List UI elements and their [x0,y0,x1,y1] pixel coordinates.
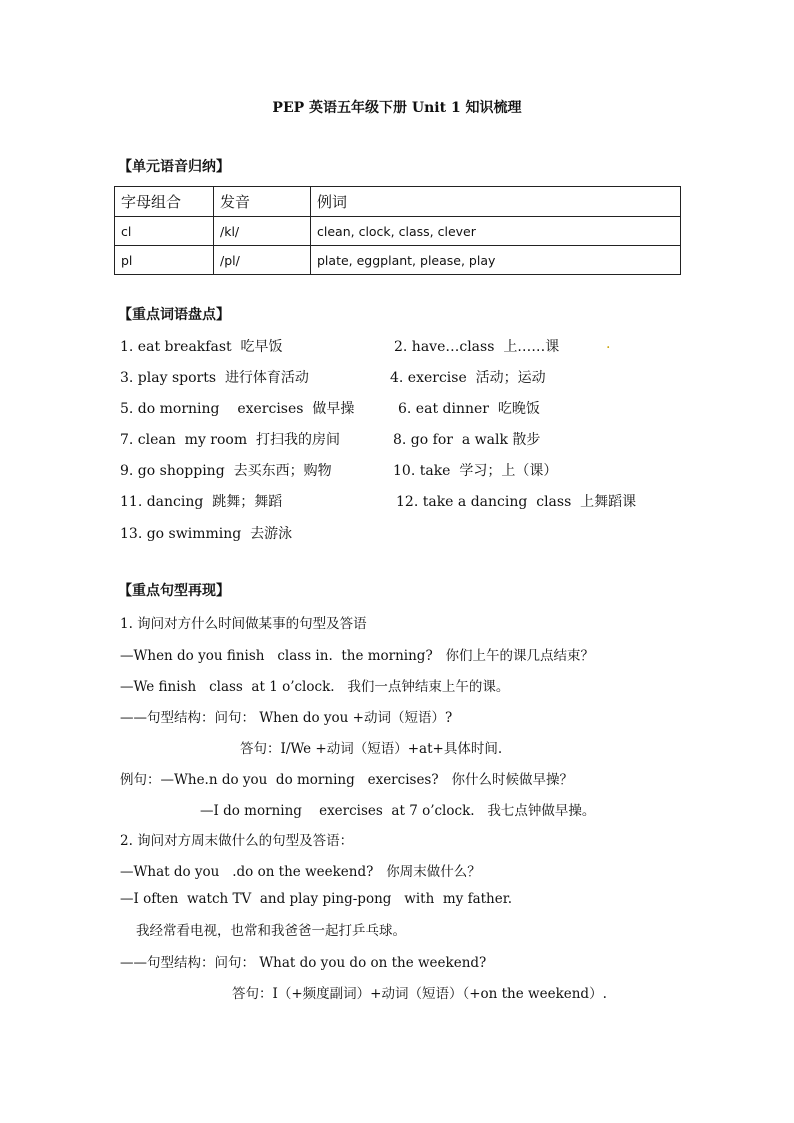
sentence-section-heading: 【重点句型再现】 [118,583,230,599]
sentence-subheading: 2. 询问对方周末做什么的句型及答语： [120,833,354,849]
phonics-section-heading: 【单元语音归纳】 [118,159,230,175]
sentence-line: —What do you .do on the weekend? 你周末做什么？ [120,864,481,880]
vocab-item: 8. go for a walk 散步 [393,432,541,448]
example-line: —I do morning exercises at 7 o’clock. 我七点钟做早操。 [200,803,596,819]
stray-dot: . [606,336,611,352]
cell-pronunciation: /kl/ [214,217,311,246]
sentence-line: —We finish class at 1 o’clock. 我们一点钟结束上午的课。 [120,679,510,695]
sentence-subheading: 1. 询问对方什么时间做某事的句型及答语 [120,616,367,632]
table-row [115,217,681,246]
header-example-words: 例词 [311,187,681,217]
vocab-item: 4. exercise 活动；运动 [390,370,546,386]
vocab-item: 11. dancing 跳舞；舞蹈 [120,494,283,510]
sentence-structure-answer: 答句：I（+频度副词）+动词（短语）（+on the weekend）. [232,986,607,1002]
table-row [115,246,681,275]
sentence-structure-answer: 答句：I/We +动词（短语）+at+具体时间. [240,741,503,757]
example-line: 例句：—Whe.n do you do morning exercises? 你什么时候做早操？ [120,772,573,788]
vocab-item: 2. have…class 上……课 [394,339,560,355]
cell-letter-combo: pl [115,246,214,275]
vocab-item: 1. eat breakfast 吃早饭 [120,339,283,355]
vocab-item: 12. take a dancing class 上舞蹈课 [396,494,637,510]
vocab-item: 7. clean my room 打扫我的房间 [120,432,341,448]
sentence-line: —I often watch TV and play ping-pong with my father. [120,891,513,907]
vocabulary-section-heading: 【重点词语盘点】 [118,307,230,323]
sentence-line: —When do you finish class in. the morning? 你们上午的课几点结束？ [120,648,595,664]
sentence-translation: 我经常看电视，也常和我爸爸一起打乒乓球。 [136,923,406,939]
vocab-item: 3. play sports 进行体育活动 [120,370,309,386]
cell-example-words: clean, clock, class, clever [311,217,681,246]
sentence-structure: ——句型结构：问句： What do you do on the weekend? [120,955,487,971]
cell-pronunciation: /pl/ [214,246,311,275]
cell-letter-combo: cl [115,217,214,246]
table-header-row [115,187,681,217]
vocab-item: 5. do morning exercises 做早操 [120,401,355,417]
sentence-structure: ——句型结构：问句： When do you +动词（短语）? [120,710,453,726]
phonics-table [114,186,681,275]
header-pronunciation: 发音 [214,187,311,217]
vocab-item: 6. eat dinner 吃晚饭 [398,401,540,417]
cell-example-words: plate, eggplant, please, play [311,246,681,275]
vocab-item: 9. go shopping 去买东西；购物 [120,463,332,479]
header-letter-combo: 字母组合 [115,187,214,217]
vocab-item: 10. take 学习；上（课） [393,463,558,479]
page-title: PEP 英语五年级下册 Unit 1 知识梳理 [272,100,522,116]
vocab-item: 13. go swimming 去游泳 [120,526,293,542]
